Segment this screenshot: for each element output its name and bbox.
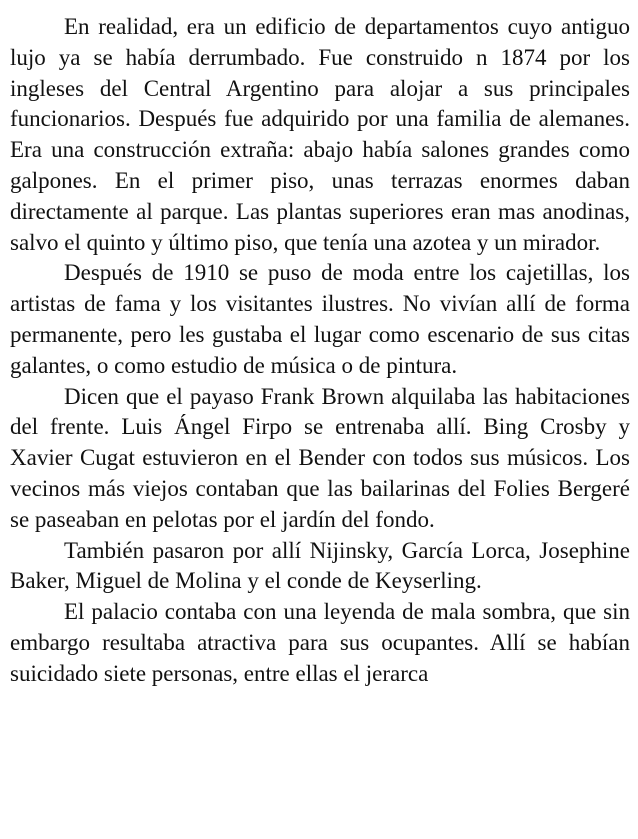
paragraph-famous-tenants: Dicen que el payaso Frank Brown alquilaba las habitaciones del frente. Luis Ángel Firpo se entrenaba allí. Bing Crosby y Xavier Cugat estuvieron en el Bender con todos sus músicos. Los vecinos más viejos contaban que las bailarinas del Folies Bergeré se paseaban en pelotas por el jardín del fondo.: [10, 383, 630, 532]
paragraph-visitors: También pasaron por allí Nijinsky, García Lorca, Josephine Baker, Miguel de Molina y el conde de Keyserling.: [10, 537, 630, 594]
paragraph-legend: El palacio contaba con una leyenda de mala sombra, que sin embargo resultaba atractiva para sus ocupantes. Allí se habían suicidado siete personas, entre ellas el jerarca: [10, 599, 630, 686]
paragraph-fashion-1910: Después de 1910 se puso de moda entre los cajetillas, los artistas de fama y los visitantes ilustres. No vivían allí de forma permanente, pero les gustaba el lugar como escenario de sus citas galantes, o como estudio de música o de pintura.: [10, 260, 630, 378]
paragraph-building-description: En realidad, era un edificio de departamentos cuyo antiguo lujo ya se había derrumbado. Fue construido n 1874 por los ingleses del Central Argentino para alojar a sus principales funcionarios. Después fue adquirido por una familia de alemanes. Era una construcción extraña: abajo había salones grandes como galpones. En el primer piso, unas terrazas enormes daban directamente al parque. Las plantas superiores eran mas anodinas, salvo el quinto y último piso, que tenía una azotea y un mirador.: [10, 14, 630, 255]
